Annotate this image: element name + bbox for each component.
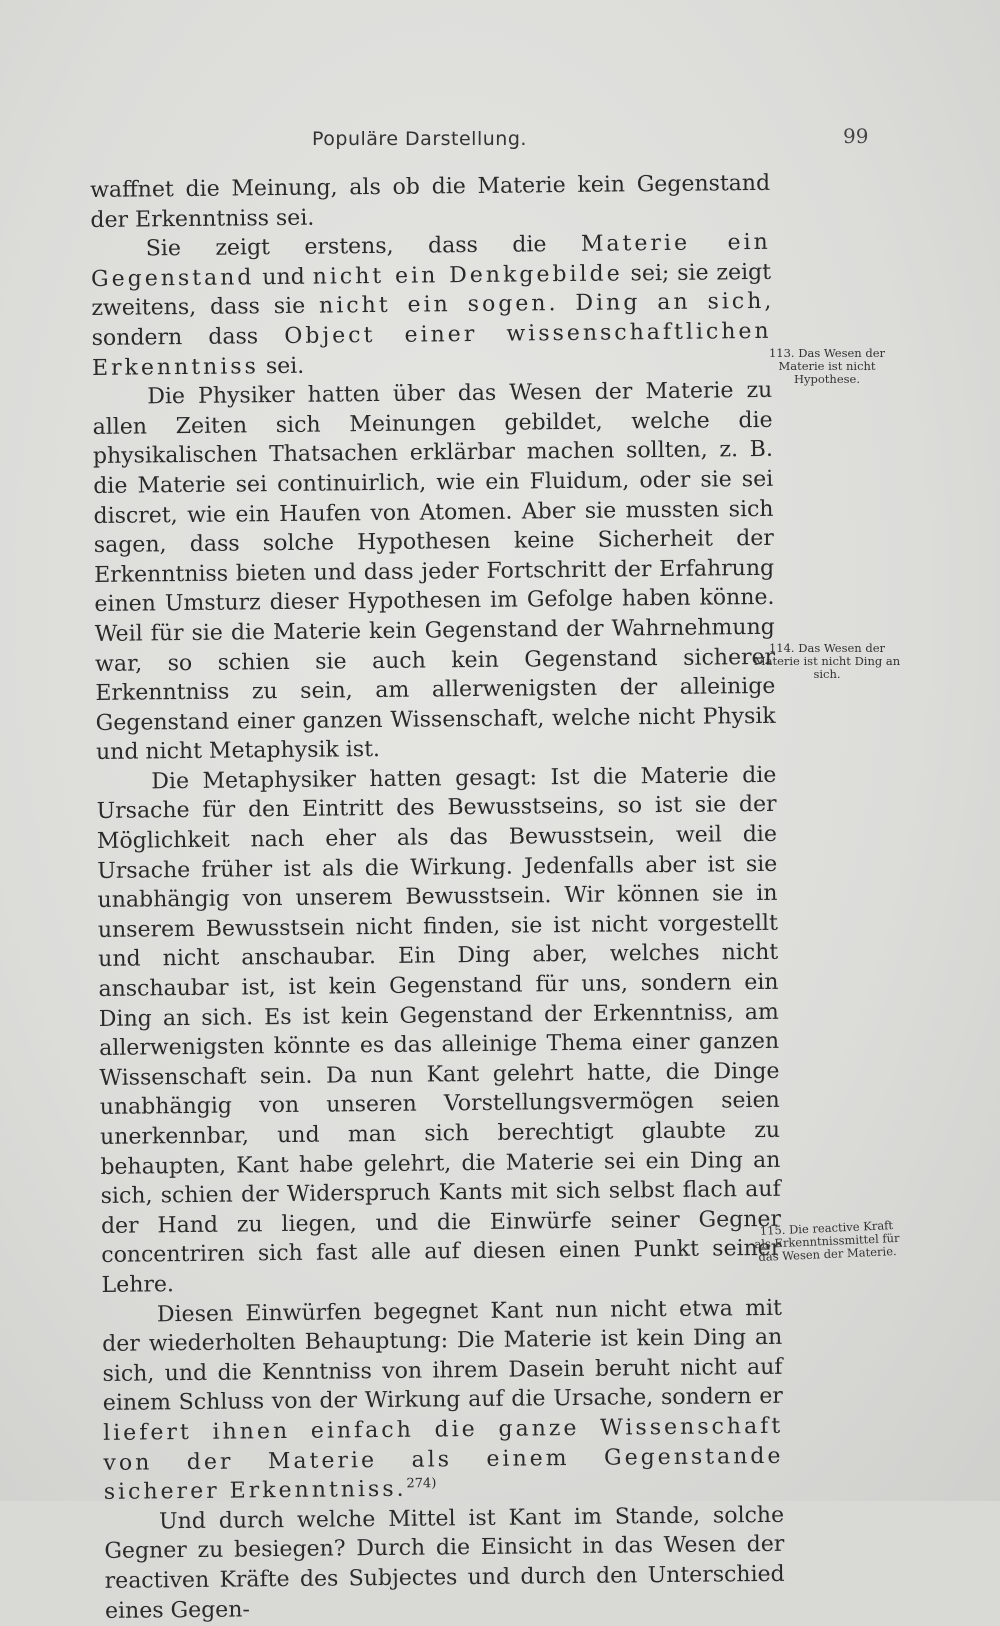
margin-note-115: 115. Die reactive Kraft als Erkenntnissmittel für das Wesen der Materie. [754, 1218, 900, 1264]
paragraph [104, 1501, 785, 1626]
body-text [90, 169, 785, 1626]
emphasized-text: nicht ein Denkgebilde [312, 261, 623, 290]
emphasized-text: Materie ein Gegenstand [90, 230, 771, 292]
text-segment: , sondern dass [91, 289, 772, 351]
text-segment: und [254, 264, 313, 291]
text-segment: Und durch welche Mittel ist Kant im Stande, solche Gegner zu besiegen? Durch die Einsicht in das Wesen der reactiven Kräfte des Subjectes und durch den Unterschied eines Gegen- [104, 1502, 785, 1624]
text-segment: Die Metaphysiker hatten gesagt: Ist die Materie die Ursache für den Eintritt des Bewusstseins, so ist sie der Möglichkeit nach eher als das Bewusstsein, weil die Ursache früher ist als die Wirkung. Jedenfalls aber ist sie unabhängig von unserem Bewusstsein. Wir können sie in unserem Bewusstsein nicht finden, sie ist nicht vorgestellt und nicht anschaubar. Ein Ding aber, welches nicht anschaubar ist, ist kein Gegenstand für uns, sondern ein Ding an sich. Es ist kein Gegenstand der Erkenntniss, am allerwenigsten könnte es das alleinige Thema einer ganzen Wissenschaft sein. Da nun Kant gelehrt hatte, die Dinge unabhängig von unseren Vorstellungsvermögen seien unerkennbar, und man sich berechtigt glaubte zu behaupten, Kant habe gelehrt, die Materie sei ein Ding an sich, schien der Widerspruch Kants mit sich selbst flach auf der Hand zu liegen, und die Einwürfe seiner Gegner concentriren sich fast alle auf diesen einen Punkt seiner Lehre. [96, 762, 782, 1298]
text-segment: Die Physiker hatten über das Wesen der Materie zu allen Zeiten sich Meinungen gebildet, welche die physikalischen Thatsachen erklärbar machen sollten, z. B. die Materie sei continuirlich, wie ein Fluidum, oder sie sei discret, wie ein Haufen von Atomen. Aber sie mussten sich sagen, dass solche Hypothesen keine Sicherheit der Erkenntniss bieten und dass jeder Fortschritt der Erfahrung einen Umsturz dieser Hypothesen im Gefolge haben könne. Weil für sie die Materie kein Gegenstand der Wahrnehmung war, so schien sie auch kein Gegenstand sicherer Erkenntniss zu sein, am allerwenigsten der alleinige Gegenstand einer ganzen Wissenschaft, welche nicht Physik und nicht Metaphysik ist. [92, 378, 776, 766]
emphasized-text: Object einer wissenschaftlichen Erkenntniss [91, 318, 772, 381]
footnote-ref: 274) [406, 1476, 437, 1492]
margin-note-113: 113. Das Wesen der Materie ist nicht Hypothese. [768, 346, 886, 386]
emphasized-text: nicht ein sogen. Ding an sich [318, 289, 765, 319]
text-segment: sei; sie zeigt zweitens, dass sie [91, 259, 772, 322]
text-segment: Sie zeigt erstens, dass die [145, 232, 582, 262]
paragraph [90, 169, 771, 235]
paragraph [91, 228, 773, 383]
text-segment: sei. [258, 353, 305, 379]
text-segment: Diesen Einwürfen begegnet Kant nun nicht etwa mit der wiederholten Behauptung: Die Materie ist kein Ding an sich, und die Kenntniss von ihrem Dasein beruht nicht auf einem Schluss von der Wirkung auf die Ursache, sondern er [102, 1295, 783, 1417]
text-segment: waffnet die Meinung, als ob die Materie kein Gegenstand der Erkenntniss sei. [90, 170, 771, 233]
running-header: Populäre Darstellung. [312, 128, 527, 150]
paragraph [102, 1293, 784, 1507]
paragraph [96, 761, 782, 1301]
margin-note-114: 114. Das Wesen der Materie ist nicht Ding an sich. [753, 641, 901, 681]
page-number: 99 [843, 124, 869, 148]
paragraph [92, 376, 776, 768]
emphasized-text: liefert ihnen einfach die ganze Wissenschaft von der Materie als einem Gegenstande sicherer Erkenntniss. [103, 1413, 784, 1506]
